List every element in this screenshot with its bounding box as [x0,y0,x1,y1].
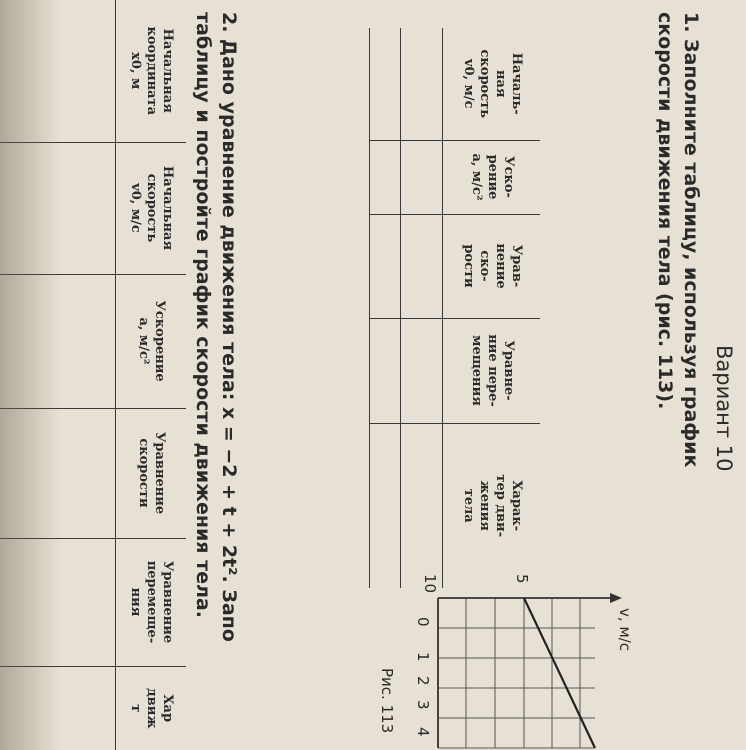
page-shadow [0,0,60,750]
x-tick-1: 1 [414,652,432,662]
y-tick-10: 10 [421,574,439,594]
t1-cell[interactable] [401,318,443,423]
t2-header-v0: Начальная скорость v0, м/с [116,142,186,274]
table-row [370,28,401,588]
x-tick-2: 2 [414,676,432,686]
t1-header-disp-eq: Уравне- ние пере- мещения [443,318,540,423]
t1-header-vel-eq: Урав- нение ско- рости [443,214,540,318]
figure-caption: Рис. 113 [378,668,396,734]
velocity-line [524,598,595,748]
task2-line1: 2. Дано уравнение движения тела: x = −2 + t + 2t². Запо [218,12,240,642]
x-tick-0: 0 [414,617,432,627]
table-row [443,28,540,588]
t1-cell[interactable] [401,214,443,318]
t1-cell[interactable] [401,140,443,214]
table-row [116,0,186,750]
t2-header-disp-eq: Уравнение перемеще- ния [116,538,186,666]
x-tick-4: 4 [414,727,432,737]
t1-cell[interactable] [370,214,401,318]
t1-header-motion: Харак- тер дви- жения тела [443,423,540,588]
v-axis-arrow-icon [610,593,622,603]
t1-header-a: Уско- рение a, м/с² [443,140,540,214]
y-tick-5: 5 [513,574,531,584]
t1-header-v0: Началь- ная скорость v0, м/с [443,28,540,140]
variant-title: Вариант 10 [712,345,736,472]
t2-header-motion: Хар движ т [116,666,186,750]
task2-line2: таблицу и постройте график скорости движения тела. [192,12,214,618]
task1-text [652,12,704,467]
t2-header-a: Ускорение a, м/с² [116,274,186,408]
t1-cell[interactable] [370,28,401,140]
t1-cell[interactable] [370,423,401,588]
task1-line1: 1. Заполните таблицу, используя график [680,12,702,468]
t1-cell[interactable] [370,318,401,423]
t2-header-vel-eq: Уравнение скорости [116,408,186,538]
task1-table [370,28,541,588]
t1-cell[interactable] [401,423,443,588]
t2-header-x0: Начальная координата x0, м [116,0,186,142]
task2-text [190,12,242,642]
graph-grid [438,598,595,748]
t1-cell[interactable] [401,28,443,140]
x-tick-3: 3 [414,700,432,710]
graph-y-label: v, м/с [616,608,634,652]
t1-cell[interactable] [370,140,401,214]
velocity-graph [376,590,628,750]
table-row [401,28,443,588]
task1-line2: скорости движения тела (рис. 113). [654,12,676,410]
